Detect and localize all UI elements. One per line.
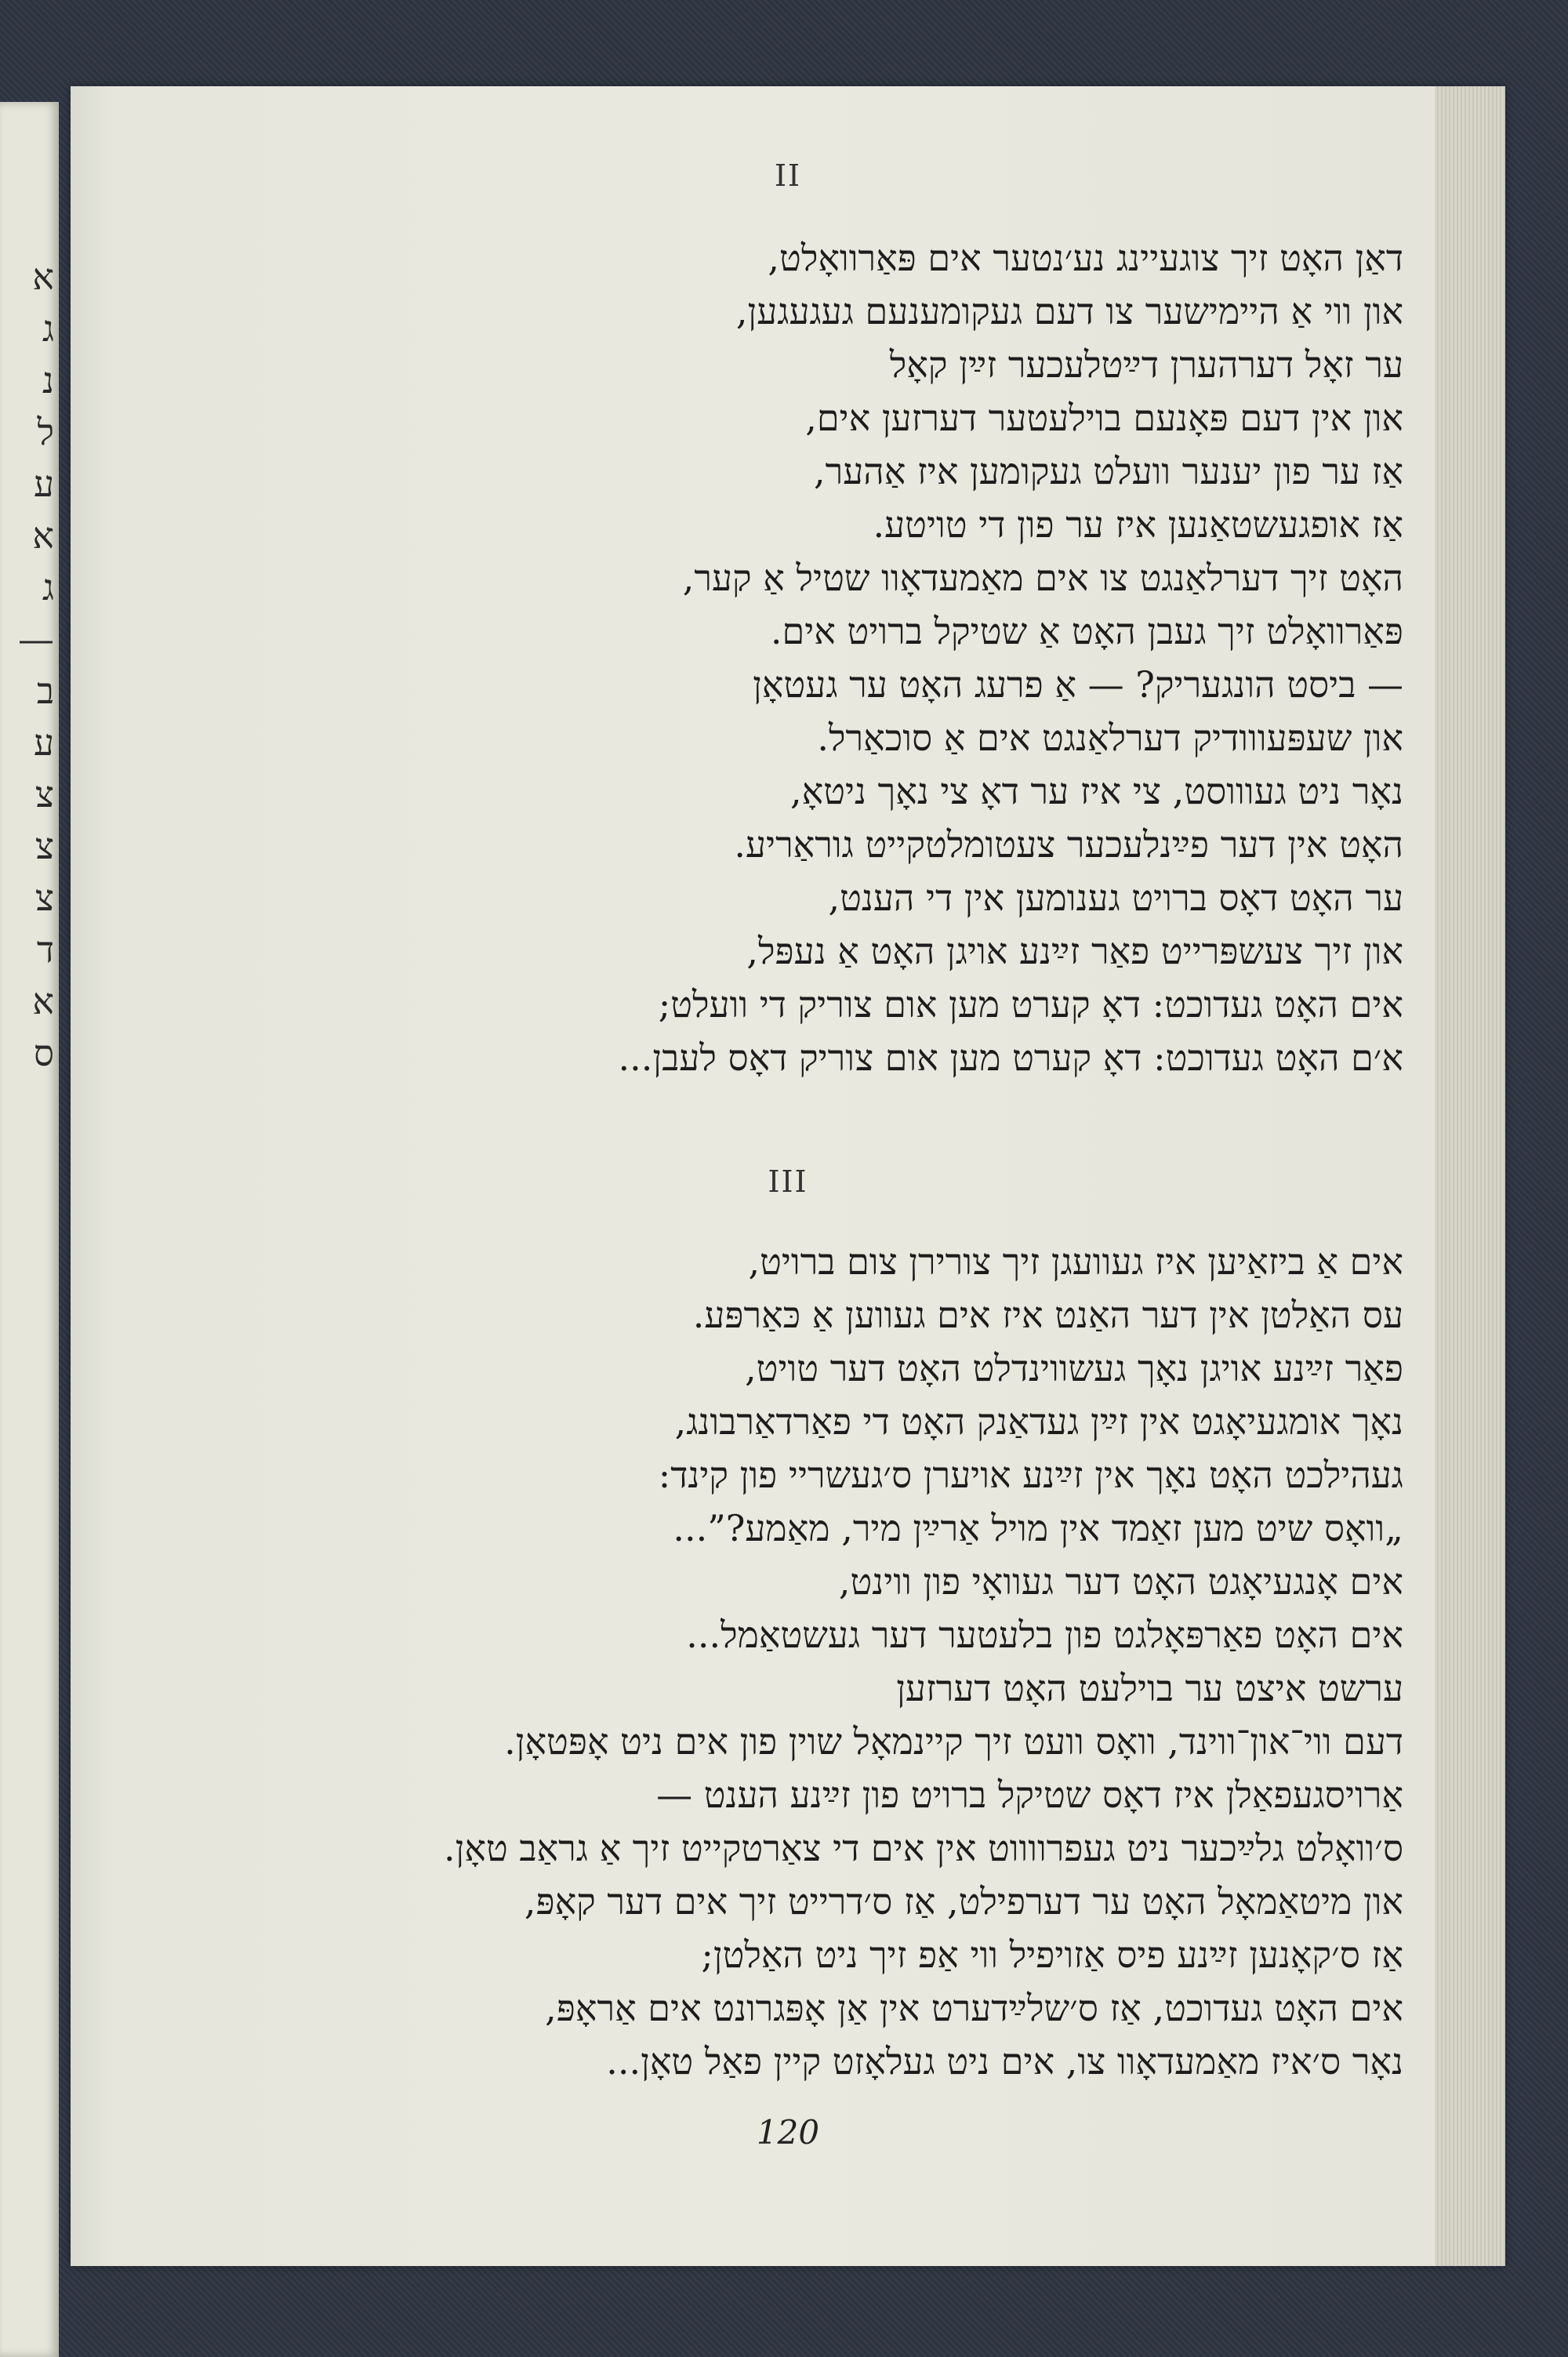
section-heading-ii: II xyxy=(774,158,802,193)
verse-line: און ווי אַ היימישער צו דעם געקומענעם געגעגען, xyxy=(735,290,1403,332)
section-heading-iii: III xyxy=(768,1164,808,1199)
margin-letter: ב xyxy=(36,670,54,712)
margin-letter: — xyxy=(18,618,54,660)
verse-line: דאַן האָט זיך צוגעיינג נע׳נטער אים פּאַרוואָלט, xyxy=(768,237,1403,279)
stanza-ii xyxy=(251,231,1403,1084)
margin-letter: ג xyxy=(42,307,54,350)
margin-letter: א xyxy=(32,980,54,1022)
verse-line: אים אַ ביזאַיען איז געוועגן זיך צורירן צום ברויט, xyxy=(748,1240,1403,1283)
verse-line: „וואָס שיט מען זאַמד אין מויל אַרײַן מיר, מאַמע?”... xyxy=(673,1507,1403,1549)
margin-letter: ס xyxy=(33,1032,54,1074)
verse-line: ער האָט דאָס ברויט גענומען אין די הענט, xyxy=(828,877,1403,919)
verse-line: ערשט איצט ער בוילעט האָט דערזען xyxy=(896,1667,1403,1709)
margin-letter: א xyxy=(32,514,54,557)
verse-line: א׳ם האָט געדוכט: דאָ קערט מען אום צוריק דאָס לעבן... xyxy=(618,1037,1403,1079)
left-page-margin-letters xyxy=(7,251,54,1079)
margin-letter: ע xyxy=(33,463,54,505)
margin-letter: צ xyxy=(34,825,54,867)
book-page xyxy=(71,86,1505,2266)
verse-line: נאָך אומגעיאָגט אין זײַן געדאַנק האָט די פאַרדאַרבונג, xyxy=(674,1400,1403,1443)
verse-line: — ביסט הונגעריק? — אַ פרעג האָט ער געטאָן xyxy=(753,663,1403,706)
verse-line: געהילכט האָט נאָך אין זײַנע אויערן ס׳געשריי פון קינד: xyxy=(658,1454,1403,1496)
verse-line: און אין דעם פּאָנעם בוילעטער דערזען אים, xyxy=(805,397,1403,439)
left-page-edge xyxy=(0,102,59,2357)
margin-letter: ד xyxy=(36,928,54,971)
verse-line: ס׳וואָלט גלײַכער ניט געפרווווט אין אים די צאַרטקייט זיך אַ גראַב טאָן. xyxy=(444,1827,1403,1869)
verse-line: אים האָט געדוכט, אַז ס׳שלײַדערט אין אַן אָפּגרונט אים אַראָפּ, xyxy=(545,1987,1403,2029)
verse-line: אַז אופגעשטאַנען איז ער פון די טויטע. xyxy=(873,503,1403,546)
margin-letter: ל xyxy=(37,411,54,453)
verse-line: עס האַלטן אין דער האַנט איז אים געווען אַ כּאַרפּע. xyxy=(692,1294,1403,1336)
margin-letter: נ xyxy=(42,359,54,401)
margin-letter: צ xyxy=(34,773,54,815)
verse-line: דעם ווי־און־ווינד, וואָס וועט זיך קיינמאָל שוין פון אים ניט אָפּטאָן. xyxy=(504,1720,1403,1763)
verse-line: אַז ער פון יענער וועלט געקומען איז אַהער, xyxy=(814,450,1403,492)
verse-line: פּאַרוואָלט זיך געבן האָט אַ שטיקל ברויט אים. xyxy=(770,610,1403,652)
verse-line: און מיטאַמאָל האָט ער דערפילט, אַז ס׳דרייט זיך אים דער קאָפּ, xyxy=(524,1880,1403,1923)
verse-line: אים האָט געדוכט: דאָ קערט מען אום צוריק די וועלט; xyxy=(658,983,1403,1026)
verse-line: האָט אין דער פײַנלעכער צעטומלטקייט גוראַריע. xyxy=(734,823,1403,866)
verse-line: אים האָט פאַרפּאָלגט פון בלעטער דער געשטאַמל... xyxy=(686,1614,1403,1656)
verse-line: אַז ס׳קאָנען זײַנע פיס אַזויפיל ווי אַפ זיך ניט האַלטן; xyxy=(701,1934,1403,1976)
page-number: 120 xyxy=(756,2113,820,2152)
verse-line: אַרויסגעפאַלן איז דאָס שטיקל ברויט פון זײַנע הענט — xyxy=(656,1774,1403,1816)
verse-line: אים אָנגעיאָגט האָט דער געוואָי פון ווינט, xyxy=(838,1560,1403,1603)
stanza-iii xyxy=(251,1235,1403,2088)
margin-letter: ג xyxy=(42,566,54,608)
verse-line: האָט זיך דערלאַנגט צו אים מאַמעדאָוו שטיל אַ קער, xyxy=(682,557,1403,599)
verse-line: און שעפּעווודיק דערלאַנגט אים אַ סוכאַרל. xyxy=(817,717,1403,759)
verse-line: נאָר ס׳איז מאַמעדאָוו צו, אים ניט געלאָזט קיין פאַל טאָן... xyxy=(606,2040,1403,2083)
verse-line: נאָר ניט געוווסט, צי איז ער דאָ צי נאָך ניטאָ, xyxy=(789,770,1403,812)
margin-letter: ע xyxy=(33,721,54,764)
verse-line: פאַר זײַנע אויגן נאָך געשווינדלט האָט דער טויט, xyxy=(745,1347,1403,1389)
margin-letter: א xyxy=(32,256,54,298)
margin-letter: צ xyxy=(34,877,54,919)
verse-line: ער זאָל דערהערן דײַטלעכער זײַן קאָל xyxy=(889,343,1403,386)
verse-line: און זיך צעשפּרייט פאַר זײַנע אויגן האָט אַ נעפּל, xyxy=(746,930,1403,972)
